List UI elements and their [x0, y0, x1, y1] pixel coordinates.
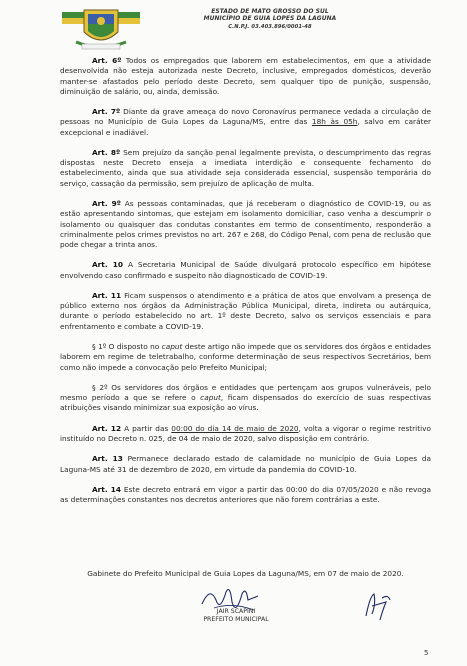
- document-header: [150, 9, 390, 31]
- text-run: Art. 8º: [92, 147, 121, 157]
- article-14: [60, 485, 431, 506]
- text-run: , volta a vigorar o regime restritivo instituído no Decreto n. 025, de 04 de maio de 2020, salvo disposição em contrário.: [60, 423, 431, 443]
- header-state: ESTADO DE MATO GROSSO DO SUL: [211, 9, 329, 15]
- text-run: caput: [161, 342, 183, 352]
- handwritten-initials: [360, 590, 394, 622]
- text-run: Art. 12: [92, 423, 122, 433]
- text-run: Este decreto entrará em vigor a partir das 00:00 do dia 07/05/2020 e não revoga as determinações constantes nos decretos anteriores que não forem contrárias a este.: [60, 484, 431, 505]
- text-run: Ficam suspensos o atendimento e a prática de atos que envolvam a presença de público externo nos órgãos da Administração Pública Municipal, direta, indireta ou autárquica, durante o período estabelecido no art. 1º deste Decreto, salvo os serviços essenciais e para enfrentamento e combate a COVID-19.: [60, 290, 431, 331]
- text-run: Art. 11: [92, 290, 122, 300]
- text-run: Diante da grave ameaça do novo Coronavírus permanece vedada a circulação de pessoas no Município de Guia Lopes da Laguna/MS, entre das: [60, 107, 431, 127]
- article-7: [60, 107, 431, 138]
- text-run: deste artigo não impede que os servidores dos órgãos e entidades laborem em regime de teletrabalho, conforme determinação de seus respectivos Secretários, bem como não impede a convocação pelo Prefeito Municipal;: [60, 342, 431, 372]
- text-run: Todos os empregados que laborem em estabelecimentos, em que a atividade desenvolvida não esteja autorizada neste Decreto, inclusive, empregados domésticos, deverão manter-se afastados pelo período deste Decreto, sem qualquer tipo de punição, suspensão, diminuição de salário, ou, ainda, demissão.: [60, 56, 432, 96]
- article-6: [60, 56, 431, 97]
- text-run: Art. 10: [92, 260, 123, 270]
- article-11-paragraph-1: [60, 342, 431, 373]
- article-13: [60, 454, 431, 475]
- municipal-crest-logo: [62, 6, 140, 52]
- text-run: 00:00 do dia 14 de maio de 2020: [171, 423, 299, 433]
- header-cnpj: C.N.P.J. 03.403.896/0001-48: [228, 23, 312, 30]
- text-run: 18h às 05h: [311, 117, 358, 127]
- text-run: Art. 7º: [92, 107, 121, 117]
- text-run: , salvo em caráter excepcional e inadiável.: [60, 117, 431, 137]
- text-run: As pessoas contaminadas, que já receberam o diagnóstico de COVID-19, ou as estão apresentando sintomas, que estejam em isolamento domiciliar, caso venha a descumprir o isolamento ou quaisquer das condutas constantes em termo de consentimento, responderão a criminalmente pelos crimes previstos no art. 267 e 268, do Código Penal, com pena de reclusão que pode chegar a trinta anos.: [60, 199, 431, 250]
- signer-name: JAIR SCAPINI: [216, 608, 256, 615]
- article-11-paragraph-2: [60, 383, 431, 414]
- article-8: [60, 148, 431, 189]
- signer-role: PREFEITO MUNICIPAL: [203, 616, 269, 623]
- text-run: § 1º O disposto no: [92, 342, 162, 352]
- header-municipality: MUNICÍPIO DE GUIA LOPES DA LAGUNA: [203, 16, 337, 23]
- text-run: Art. 6º: [92, 56, 122, 65]
- text-run: Art. 13: [92, 454, 123, 464]
- signature-block: [188, 608, 284, 624]
- document-body: [60, 56, 431, 516]
- page-number: 5: [424, 649, 429, 657]
- text-run: A partir das: [121, 423, 172, 433]
- article-9: [60, 199, 431, 250]
- text-run: Permanece declarado estado de calamidade no município de Guia Lopes da Laguna-MS até 31 de dezembro de 2020, em virtude da pandemia do COVID-10.: [60, 454, 431, 474]
- text-run: Art. 9º: [92, 199, 121, 209]
- text-run: Sem prejuízo da sanção penal legalmente prevista, o descumprimento das regras dispostas neste Decreto enseja a imediata interdição e consequente fechamento do estabelecimento, ainda que sua atividade seja considerada essencial, suspensão temporária do serviço, cassação da permissão, sem prejuízo de aplicação de multa.: [60, 147, 431, 188]
- text-run: Art. 14: [92, 484, 121, 494]
- article-12: [60, 424, 431, 445]
- text-run: A Secretaria Municipal de Saúde divulgará protocolo específico em hipótese envolvendo caso confirmado e suspeito não diagnosticado de COVID-19.: [60, 260, 431, 280]
- text-run: § 2º Os servidores dos órgãos e entidades que pertençam aos grupos vulneráveis, pelo mesmo período a que se refere o: [60, 382, 431, 403]
- text-run: caput: [200, 393, 221, 403]
- text-run: , ficam dispensados do exercício de suas respectivas atribuições visando minimizar sua exposição ao vírus.: [60, 393, 431, 413]
- article-11: [60, 291, 431, 332]
- article-10: [60, 260, 431, 281]
- closing-statement: Gabinete do Prefeito Municipal de Guia Lopes da Laguna/MS, em 07 de maio de 2020.: [87, 569, 404, 578]
